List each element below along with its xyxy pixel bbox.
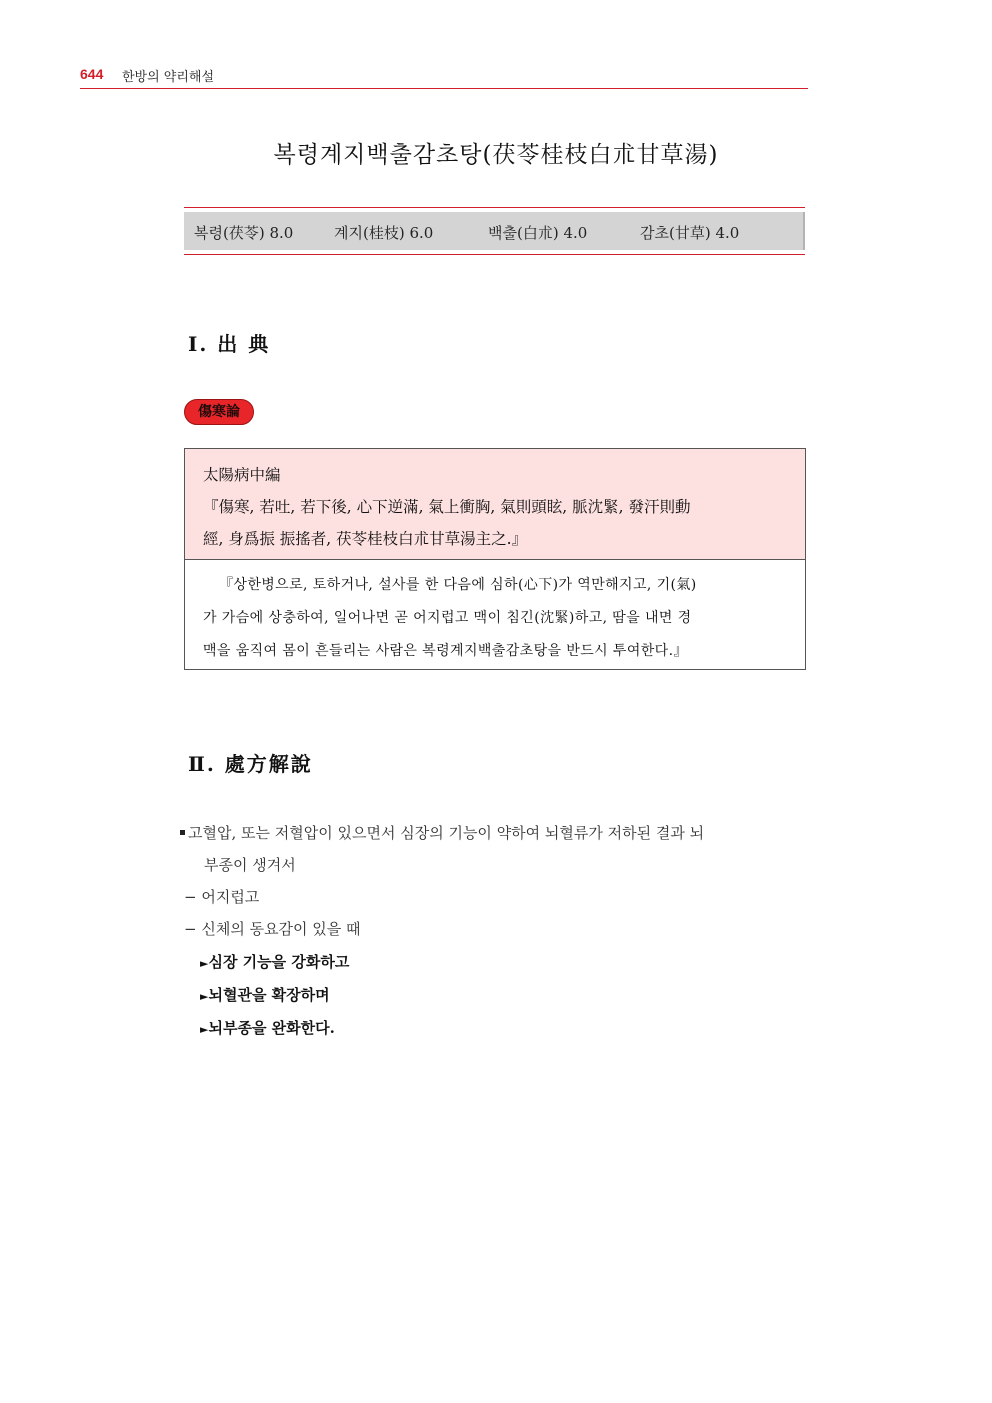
explanation-text: 부종이 생겨서 <box>204 856 296 874</box>
effect-item <box>200 1017 335 1038</box>
effect-item <box>200 984 330 1005</box>
source-badge: 傷寒論 <box>184 399 254 425</box>
effect-text: 뇌혈관을 확장하며 <box>208 986 330 1004</box>
quote-original <box>185 449 805 560</box>
quote-translation-line: 『상한병으로, 토하거나, 설사를 한 다음에 심하(心下)가 역만해지고, 기(氣) <box>219 577 697 593</box>
ingredients-band <box>184 212 805 250</box>
quote-translation-line: 맥을 움직여 몸이 흔들리는 사람은 복령계지백출감초탕을 반드시 투여한다.』 <box>203 643 688 659</box>
explanation-text: 고혈압, 또는 저혈압이 있으면서 심장의 기능이 약하여 뇌혈류가 저하된 결과 뇌 <box>188 824 705 842</box>
effect-text: 심장 기능을 강화하고 <box>208 953 350 971</box>
quote-original-line: 經, 身爲振 振搖者, 茯苓桂枝白朮甘草湯主之.』 <box>203 530 528 548</box>
quote-original-line: 『傷寒, 若吐, 若下後, 心下逆滿, 氣上衝胸, 氣則頭眩, 脈沈緊, 發汗則動 <box>203 498 691 516</box>
prescription-title: 복령계지백출감초탕(茯苓桂枝白朮甘草湯) <box>273 142 719 168</box>
symptom-item: − 어지럽고 <box>184 888 260 906</box>
arrow-right-icon: ► <box>200 957 209 970</box>
ingredients-table <box>184 207 805 255</box>
ingredient-item: 계지(桂枝) 6.0 <box>334 224 434 242</box>
arrow-right-icon: ► <box>200 990 209 1003</box>
ingredient-item: 감초(甘草) 4.0 <box>640 224 740 242</box>
page-header <box>80 66 808 89</box>
symptom-item: − 신체의 동요감이 있을 때 <box>184 920 361 938</box>
effect-item <box>200 951 349 972</box>
explanation-item <box>188 822 704 843</box>
page-number: 644 <box>80 66 104 82</box>
ingredient-item: 복령(茯苓) 8.0 <box>194 224 294 242</box>
arrow-right-icon: ► <box>200 1023 209 1036</box>
effect-text: 뇌부종을 완화한다. <box>208 1019 335 1037</box>
quote-box <box>184 448 806 670</box>
section-heading-source: Ⅰ. 出 典 <box>188 332 271 356</box>
quote-translation <box>185 560 805 669</box>
quote-translation-line: 가 가슴에 상충하여, 일어나면 곧 어지럽고 맥이 침긴(沈緊)하고, 땀을 내면 경 <box>203 610 692 626</box>
ingredient-item: 백출(白朮) 4.0 <box>488 224 588 242</box>
book-title: 한방의 약리해설 <box>122 70 215 85</box>
quote-original-line: 太陽病中編 <box>203 466 281 484</box>
square-bullet-icon <box>180 830 185 835</box>
section-heading-explanation: Ⅱ. 處方解說 <box>188 752 313 776</box>
